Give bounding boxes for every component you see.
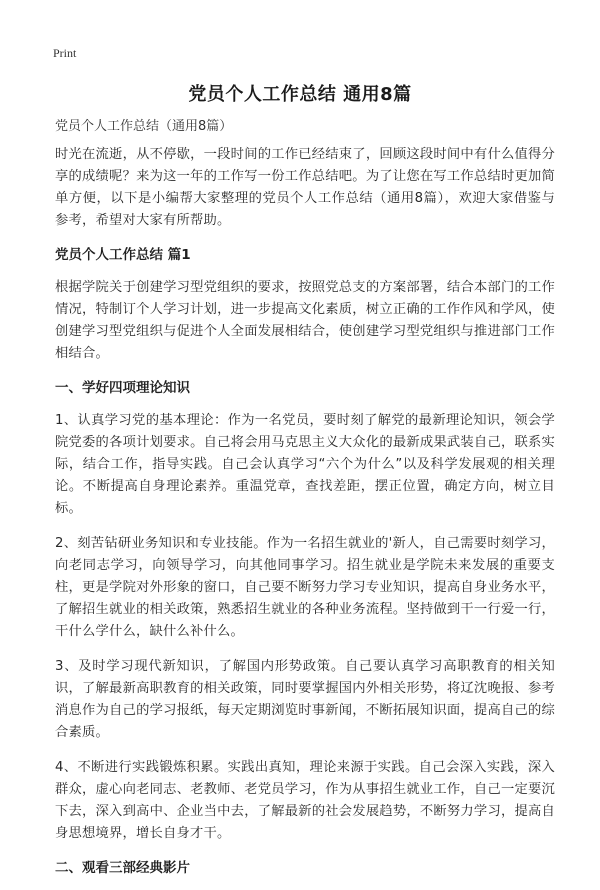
list-item: 3、及时学习现代新知识，了解国内形势政策。自己要认真学习高职教育的相关知识，了解最新高职教育的相关政策，同时要掌握国内外相关形势，将辽沈晚报、参考消息作为自己的学习报纸，每天定期浏览时事新闻，不断拓展知识面，提高自己的综合素质。: [55, 659, 555, 740]
article-intro-paragraph: 根据学院关于创建学习型党组织的要求，按照党总支的方案部署，结合本部门的工作情况，特制订个人学习计划，进一步提高文化素质，树立正确的工作作风和学风，使创建学习型党组织与促进个人全面发展相结合，使创建学习型党组织与推进部门工作相结合。: [55, 280, 555, 361]
document-subtitle: 党员个人工作总结（通用8篇）: [55, 119, 233, 134]
list-item: 4、不断进行实践锻炼积累。实践出真知，理论来源于实践。自己会深入实践，深入群众，虚心向老同志、老教师、老党员学习，作为从事招生就业工作，自己一定要沉下去，深入到高中、企业当中去，了解最新的社会发展趋势，不断努力学习，提高自身思想境界，增长自身才干。: [55, 760, 555, 841]
print-label[interactable]: Print: [53, 46, 77, 60]
document-body: [55, 118, 555, 890]
section-heading-2: 二、观看三部经典影片: [55, 860, 190, 876]
article-heading: 党员个人工作总结 篇1: [55, 247, 191, 263]
intro-paragraph: 时光在流逝，从不停歇，一段时间的工作已经结束了，回顾这段时间中有什么值得分享的成绩呢？来为这一年的工作写一份工作总结吧。为了让您在写工作总结时更加简单方便，以下是小编帮大家整理的党员个人工作总结（通用8篇），欢迎大家借鉴与参考，希望对大家有所帮助。: [55, 147, 555, 228]
list-item: 2、刻苦钻研业务知识和专业技能。作为一名招生就业的'新人，自己需要时刻学习，向老同志学习，向领导学习，向其他同事学习。招生就业是学院未来发展的重要支柱，更是学院对外形象的窗口，自己要不断努力学习专业知识，提高自身业务水平，了解招生就业的相关政策，熟悉招生就业的各种业务流程。坚持做到干一行爱一行，干什么学什么，缺什么补什么。: [55, 536, 555, 639]
section-heading-1: 一、学好四项理论知识: [55, 380, 190, 396]
list-item: 1、认真学习党的基本理论：作为一名党员，要时刻了解党的最新理论知识，领会学院党委的各项计划要求。自己将会用马克思主义大众化的最新成果武装自己，联系实际，结合工作，指导实践。自己会认真学习“六个为什么”以及科学发展观的相关理论。不断提高自身理论素养。重温党章，查找差距，摆正位置，确定方向，树立目标。: [55, 413, 555, 516]
page-title: 党员个人工作总结 通用8篇: [188, 84, 412, 105]
